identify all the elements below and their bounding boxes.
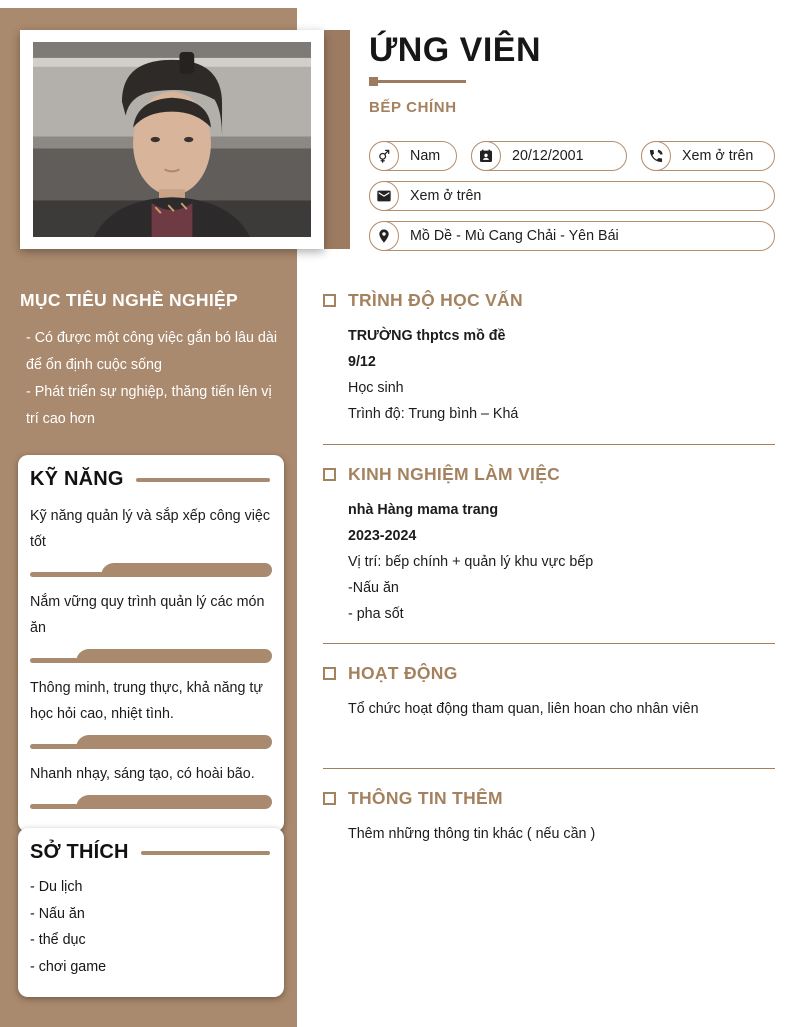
section-body	[323, 696, 775, 722]
section-divider	[323, 444, 775, 445]
main-section	[323, 464, 775, 644]
section-line: Vị trí: bếp chính + quản lý khu vực bếp	[348, 554, 594, 570]
contact-pill[interactable]	[471, 141, 627, 171]
objective-title: MỤC TIÊU NGHỀ NGHIỆP	[20, 290, 238, 310]
section-body	[323, 323, 775, 427]
hobbies-list	[30, 874, 272, 980]
main-section	[323, 290, 775, 445]
phone-icon	[641, 141, 671, 171]
underline-square	[369, 77, 378, 86]
skill-bar	[30, 649, 272, 663]
title-rule	[136, 478, 270, 482]
cv-header	[323, 30, 775, 251]
skills-title: KỸ NĂNG	[30, 468, 124, 490]
main-section	[323, 788, 775, 847]
objective-line: - Phát triển sự nghiệp, thăng tiến lên vị trí cao hơn	[26, 384, 272, 427]
section-line: nhà Hàng mama trang	[348, 502, 499, 518]
skill-bar	[30, 735, 272, 749]
hobby-item: - chơi game	[30, 958, 107, 975]
section-line: -Nấu ăn	[348, 580, 399, 596]
section-line: 9/12	[348, 354, 376, 370]
main-sections	[323, 290, 775, 847]
section-line: - pha sốt	[348, 606, 404, 622]
section-line: Học sinh	[348, 380, 404, 396]
skill-label: Thông minh, trung thực, khả năng tự học hỏi cao, nhiệt tình.	[30, 680, 263, 722]
section-line: Trình độ: Trung bình – Khá	[348, 406, 519, 422]
skill-bar	[30, 795, 272, 809]
objective-line: - Có được một công việc gắn bó lâu dài để ổn định cuộc sống	[26, 330, 278, 373]
section-divider	[323, 768, 775, 769]
skills-list	[30, 503, 272, 809]
name-underline	[369, 77, 775, 86]
contact-value: Xem ở trên	[410, 188, 482, 204]
section-line: Tổ chức hoạt động tham quan, liên hoan cho nhân viên	[348, 701, 699, 717]
candidate-name: ỨNG VIÊN	[369, 31, 542, 69]
gender-icon	[369, 141, 399, 171]
contact-pill-row	[369, 141, 775, 171]
section-square-icon	[323, 468, 336, 481]
section-line: Thêm những thông tin khác ( nếu cần )	[348, 826, 596, 842]
contact-value: Mồ Dề - Mù Cang Chải - Yên Bái	[410, 228, 619, 244]
skill-bar	[30, 563, 272, 577]
skill-label: Nắm vững quy trình quản lý các món ăn	[30, 594, 265, 636]
skill-label: Nhanh nhạy, sáng tạo, có hoài bão.	[30, 766, 255, 782]
contact-pill[interactable]	[369, 181, 775, 211]
skills-card	[18, 455, 284, 832]
section-title: TRÌNH ĐỘ HỌC VẤN	[348, 290, 523, 310]
section-line: 2023-2024	[348, 528, 417, 544]
contact-value: Xem ở trên	[682, 148, 754, 164]
hobby-item: - Nấu ăn	[30, 905, 85, 922]
section-divider	[323, 643, 775, 644]
main-section	[323, 663, 775, 769]
contact-value: 20/12/2001	[512, 148, 584, 164]
contact-pill[interactable]	[369, 141, 457, 171]
hobby-item: - thể dục	[30, 932, 86, 948]
underline-rule	[378, 80, 466, 83]
skill-item	[30, 589, 272, 663]
contact-pill[interactable]	[369, 221, 775, 251]
email-icon	[369, 181, 399, 211]
contact-pills	[369, 141, 775, 251]
section-square-icon	[323, 792, 336, 805]
hobbies-title: SỞ THÍCH	[30, 841, 129, 863]
address-icon	[369, 221, 399, 251]
section-square-icon	[323, 667, 336, 680]
contact-pill[interactable]	[641, 141, 775, 171]
section-title: HOẠT ĐỘNG	[348, 663, 458, 683]
job-title: BẾP CHÍNH	[369, 99, 457, 116]
section-line: TRƯỜNG thptcs mồ đề	[348, 328, 506, 344]
profile-photo[interactable]	[33, 42, 311, 237]
contact-value: Nam	[410, 148, 441, 164]
section-title: KINH NGHIỆM LÀM VIỆC	[348, 464, 561, 484]
objective-text	[20, 325, 284, 433]
skill-item	[30, 503, 272, 577]
section-title: THÔNG TIN THÊM	[348, 788, 503, 808]
photo-frame	[20, 30, 324, 249]
skill-item	[30, 675, 272, 749]
skill-label: Kỹ năng quản lý và sắp xếp công việc tốt	[30, 508, 271, 550]
main-column	[323, 30, 775, 847]
title-rule	[141, 851, 270, 855]
section-body	[323, 497, 775, 627]
skill-item	[30, 761, 272, 809]
objective-section	[20, 290, 284, 433]
hobbies-card	[18, 828, 284, 997]
birthday-icon	[471, 141, 501, 171]
hobby-item: - Du lịch	[30, 879, 83, 895]
section-square-icon	[323, 294, 336, 307]
section-body	[323, 821, 775, 847]
